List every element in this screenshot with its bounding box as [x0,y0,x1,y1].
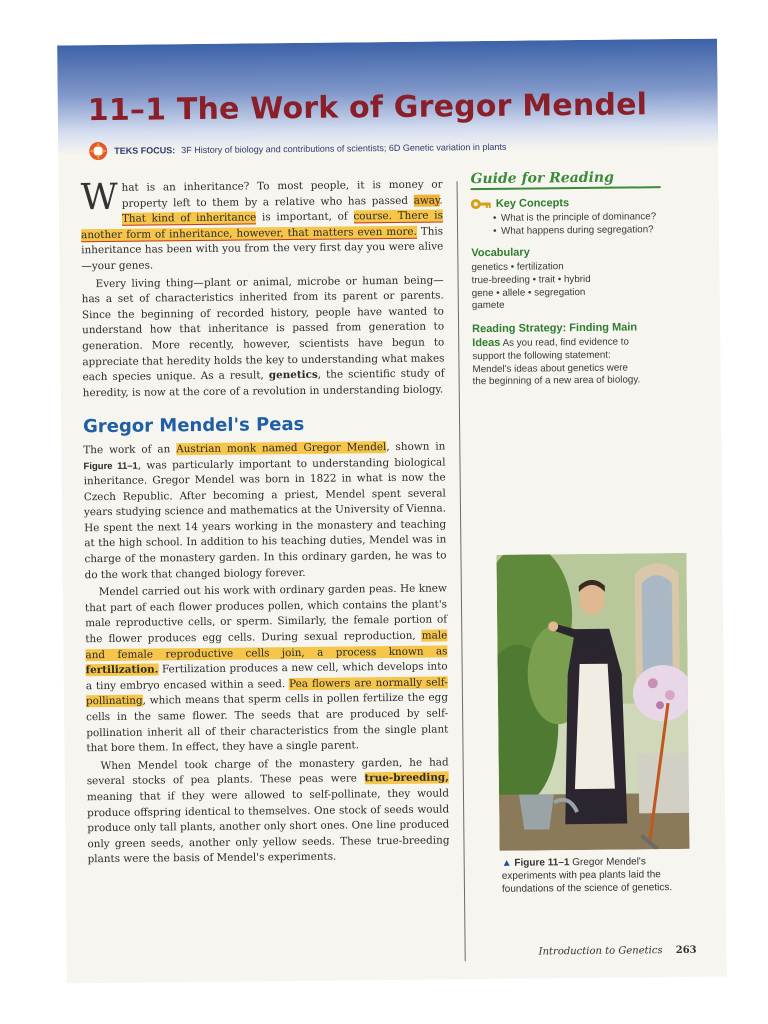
key-concepts-header [471,196,696,211]
teks-badge-icon [88,141,108,161]
vocab-word: allele [502,287,526,299]
term-fertilization: fertilization. [85,663,159,677]
mendel-illustration [496,553,689,851]
section-paragraph-3: When Mendel took charge of the monastery garden, he had several stocks of pea plants. These peas were true-breeding, meaning that if they were allowed to self-pollinate, they would produce offspring identical to themselves. One stock of seeds would produce only tall plants, another only short ones. One line produced only green seeds, another only yellow seeds. These true-breeding plants were the basis of Mendel's experiments. [86,756,450,866]
teks-focus [88,131,648,165]
reading-strategy-label: Reading Strategy: Finding Main Ideas [472,321,638,350]
vocabulary-list: genetics • fertilization true-breeding • trait • hybrid gene • allele • segregation gamete [471,261,591,312]
main-column [81,177,450,870]
vocab-word: segregation [534,286,586,299]
intro-paragraph-2: Every living thing—plant or animal, microbe or human being—has a set of characteristics inherited from its parent or parents. Since the beginning of recorded history, people have wanted to understand how that inheritance is passed from generation to generation. More recently, however, scientists have begun to appreciate that heredity holds the key to understanding what makes each species unique. As a result, genetics, the scientific study of heredity, is now at the core of a revolution in understanding biology. [81,274,445,399]
vocab-word: hybrid [563,273,591,285]
term-genetics: genetics [268,368,318,382]
reading-strategy-text: As you read, find evidence to support the following statement: Mendel's ideas about genetics were the beginning of a new area of biology. [472,336,641,388]
vocab-word: trait [538,274,556,286]
page-number: 263 [675,944,697,957]
mendel-garden-image [496,553,689,851]
figure-label: Figure 11–1 [514,857,570,869]
key-concept-item: • What is the principle of dominance? [493,210,696,225]
triangle-marker-icon: ▲ [501,857,512,869]
chapter-title: Introduction to Genetics [538,945,663,958]
figure-caption-text: Gregor Mendel's experiments with pea plants laid the foundations of the science of genetics. [501,856,673,895]
figure-reference: Figure 11–1 [83,460,138,472]
section-paragraph-2: Mendel carried out his work with ordinary garden peas. He knew that part of each flower produces pollen, which contains the plant's male reproductive cells, or sperm. Similarly, the female portion of the flower produces egg cells. During sexual reproduction, male and female reproductive cells join, a process known as fertilization. Fertilization produces a new cell, which develops into a tiny embryo encased within a seed. Pea flowers are normally self-pollinating, which means that sperm cells in pollen fertilize the egg cells in the same flower. The seeds that are produced by self-pollination inherit all of their characteristics from the single plant that bore them. In effect, they have a single parent. [84,582,449,755]
term-true-breeding: true-breeding, [364,771,449,785]
vocabulary-label: Vocabulary [471,246,530,260]
key-icon [471,198,491,210]
column-divider [457,181,466,961]
highlight-inheritance: That kind of inheritance [121,211,257,225]
sidebar [470,171,697,390]
highlight-cells-join: male and female reproductive cells join, a process known as [85,629,448,661]
reading-strategy [472,322,643,390]
highlight-mendel: Austrian monk named Gregor Mendel [176,440,387,456]
teks-label: TEKS FOCUS: [114,145,176,156]
page-footer [539,945,697,958]
vocab-word: fertilization [516,261,564,273]
teks-text: 3F History of biology and contributions of scientists; 6D Genetic variation in plants [181,141,507,156]
drop-cap: W [80,176,118,219]
key-concepts-label: Key Concepts [495,196,570,210]
page-title: 11–1 The Work of Gregor Mendel [87,87,648,129]
highlight-self-pollinating: Pea flowers are normally self-pollinating [85,676,448,708]
section-heading: Gregor Mendel's Peas [82,414,305,438]
section-paragraph-1: The work of an Austrian monk named Gregor Mendel, shown in Figure 11–1, was particularly important to understanding biological inheritance. Gregor Mendel was born in 1822 in what is now the Czech Republic. After becoming a priest, Mendel spent several years studying science and mathematics at the University of Vienna. He spent the next 14 years working in the monastery and teaching at the high school. In addition to his teaching duties, Mendel was in charge of the monastery garden. In this ordinary garden, he was to do the work that changed biology forever. [83,440,447,581]
highlight-another-form: course. There is another form of inheritance, however, that matters even more. [81,209,443,242]
guide-heading: Guide for Reading [470,171,660,190]
vocab-word: true-breeding [471,274,530,286]
vocab-word: gene [471,287,494,299]
key-concepts-list [493,210,696,239]
figure-caption [502,855,692,896]
intro-paragraph-1: What is an inheritance? To most people, it is money or property left to them by a relative who has passed away. That kind of inheritance is important, of course. There is another form of inheritance, however, that matters even more. This inheritance has been with you from the very first day you were alive—your genes. [80,176,444,273]
vocab-word: genetics [471,261,509,274]
vocab-word: gamete [471,300,505,312]
highlight-away: away [413,194,440,207]
textbook-page [57,39,727,984]
key-concept-item: • What happens during segregation? [493,224,696,239]
